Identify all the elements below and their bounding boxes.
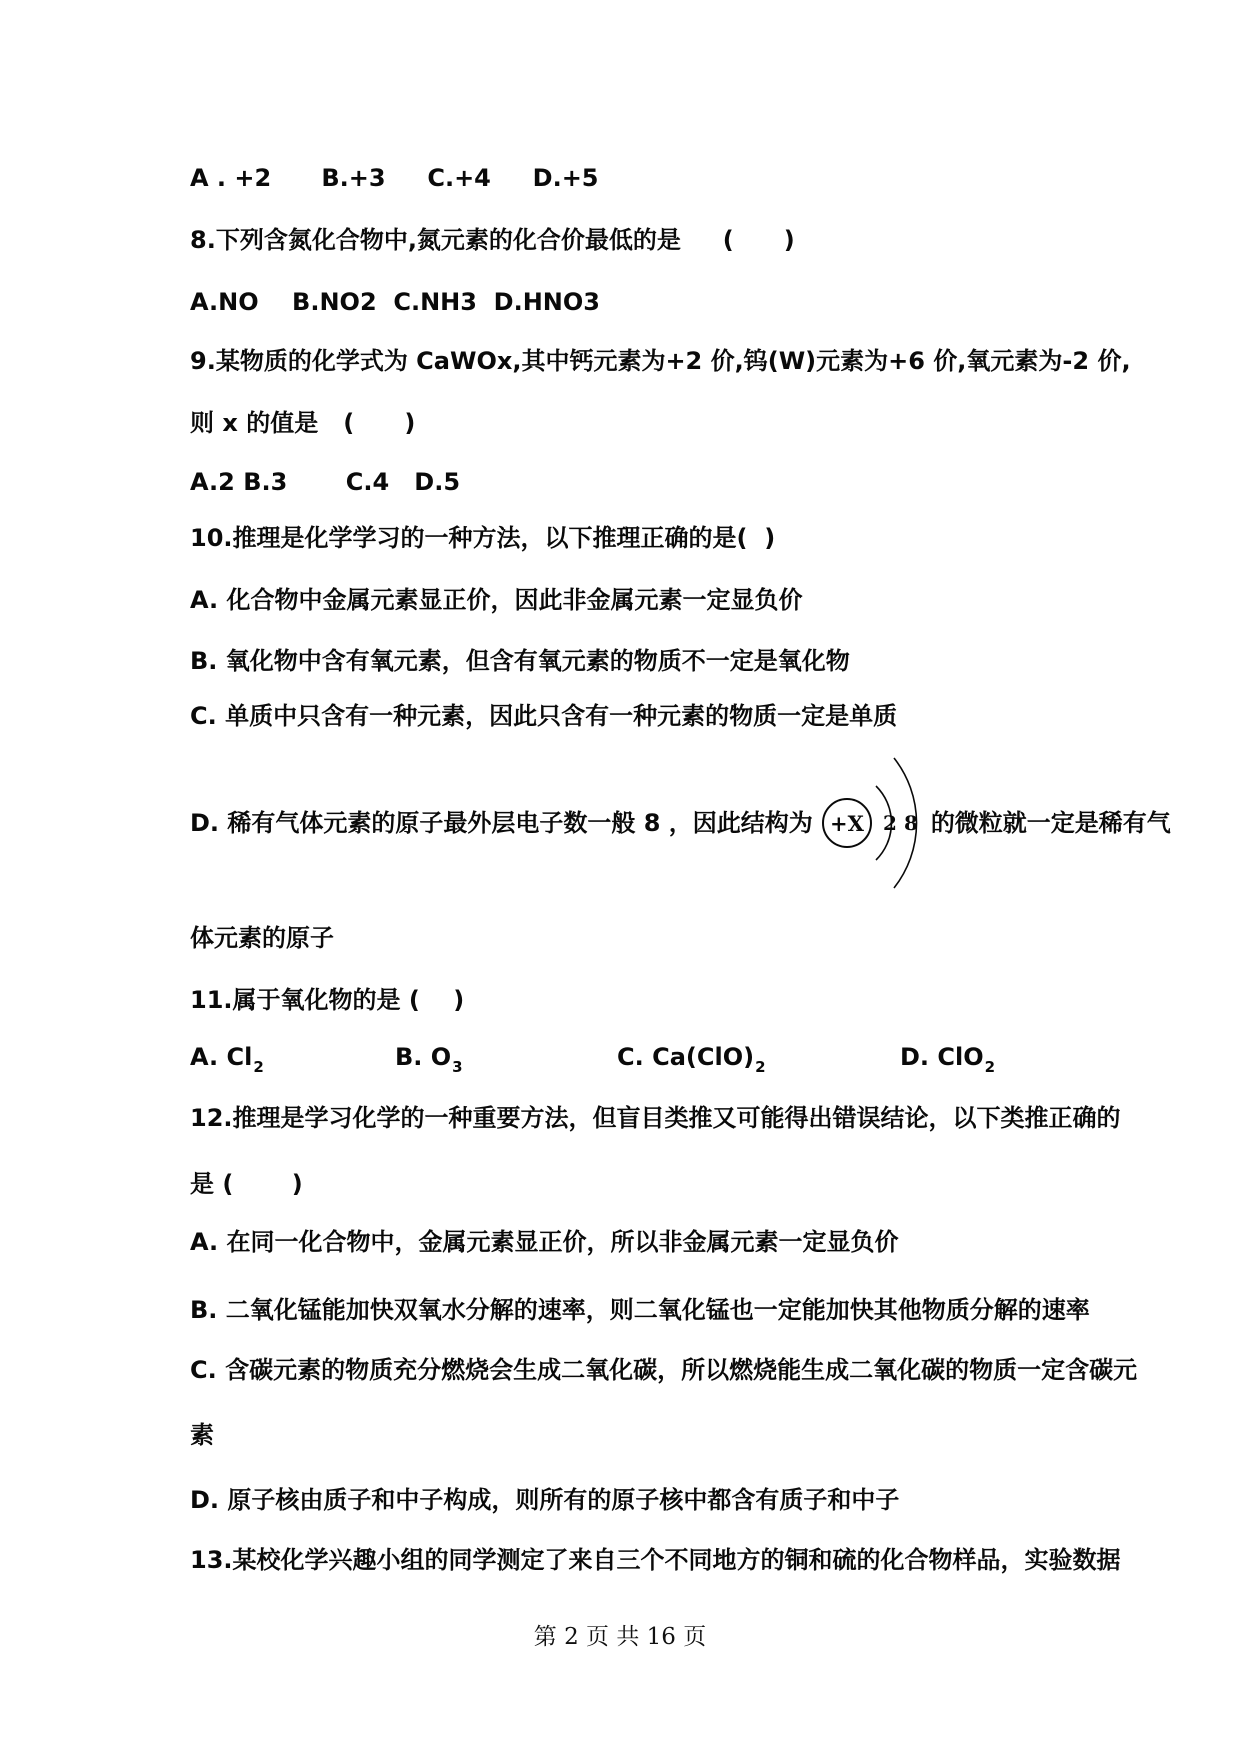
q11-option-c-label: C. bbox=[617, 1043, 653, 1071]
q12-option-c-line1: C. 含碳元素的物质充分燃烧会生成二氧化碳，所以燃烧能生成二氧化碳的物质一定含碳元 bbox=[190, 1356, 1138, 1384]
q12-stem-line1: 12.推理是学习化学的一种重要方法，但盲目类推又可能得出错误结论，以下类推正确的 bbox=[190, 1104, 1121, 1132]
q11-option-a-label: A. bbox=[190, 1043, 227, 1071]
q10-option-d-text-prefix: D. 稀有气体元素的原子最外层电子数一般 8 ，因此结构为 bbox=[190, 809, 813, 837]
q11-option-a-formula-base: Cl bbox=[226, 1043, 253, 1071]
q9-options-line: A.2 B.3 C.4 D.5 bbox=[190, 468, 461, 496]
q11-option-b-formula-subscript: 3 bbox=[452, 1058, 463, 1076]
q11-option-c-formula-subscript: 2 bbox=[755, 1058, 766, 1076]
q11-option-d-label: D. bbox=[900, 1043, 938, 1071]
q11-option-d-formula-subscript: 2 bbox=[984, 1058, 996, 1076]
q11-option-c-formula-base: Ca(ClO) bbox=[652, 1043, 755, 1071]
electron-shell-2-count: 8 bbox=[903, 811, 918, 835]
q10-option-a: A. 化合物中金属元素显正价，因此非金属元素一定显负价 bbox=[190, 586, 803, 614]
q9-stem-line2: 则 x 的值是 ( ) bbox=[190, 409, 416, 437]
q12-option-b: B. 二氧化锰能加快双氧水分解的速率，则二氧化锰也一定能加快其他物质分解的速率 bbox=[190, 1296, 1090, 1324]
q9-stem-line1: 9.某物质的化学式为 CaWOx,其中钙元素为+2 价,钨(W)元素为+6 价,氧元素为-2 价, bbox=[190, 347, 1131, 375]
q8-options-line: A.NO B.NO2 C.NH3 D.HNO3 bbox=[190, 288, 600, 316]
q11-option-c bbox=[617, 1042, 766, 1076]
atom-structure-diagram bbox=[817, 750, 929, 896]
q12-option-c-line2: 素 bbox=[190, 1421, 214, 1449]
q7-options-line: A . +2 B.+3 C.+4 D.+5 bbox=[190, 164, 599, 192]
q11-option-a bbox=[190, 1042, 264, 1076]
q10-option-d-text-suffix: 的微粒就一定是稀有气 bbox=[930, 809, 1171, 837]
q11-option-b bbox=[395, 1042, 463, 1076]
q8-stem: 8.下列含氮化合物中,氮元素的化合价最低的是 ( ) bbox=[190, 226, 795, 254]
q12-option-a: A. 在同一化合物中，金属元素显正价，所以非金属元素一定显负价 bbox=[190, 1228, 899, 1256]
q11-option-b-label: B. bbox=[395, 1043, 431, 1071]
q12-stem-line2: 是 ( ) bbox=[190, 1170, 303, 1198]
q11-stem: 11.属于氧化物的是 ( ) bbox=[190, 986, 465, 1014]
electron-shell-1-count: 2 bbox=[882, 811, 897, 835]
atom-nucleus-label: +X bbox=[829, 811, 864, 836]
q11-option-b-formula-base: O bbox=[430, 1043, 452, 1071]
q13-stem-line1: 13.某校化学兴趣小组的同学测定了来自三个不同地方的铜和硫的化合物样品，实验数据 bbox=[190, 1546, 1121, 1574]
q11-option-a-formula-subscript: 2 bbox=[253, 1058, 264, 1076]
q11-option-d-formula-base: ClO bbox=[937, 1043, 984, 1071]
q10-option-c: C. 单质中只含有一种元素，因此只含有一种元素的物质一定是单质 bbox=[190, 702, 898, 730]
q10-stem: 10.推理是化学学习的一种方法，以下推理正确的是( ) bbox=[190, 524, 776, 552]
q11-option-d bbox=[900, 1042, 996, 1076]
q12-option-d: D. 原子核由质子和中子构成，则所有的原子核中都含有质子和中子 bbox=[190, 1486, 900, 1514]
q10-option-d-wrap-line: 体元素的原子 bbox=[190, 924, 334, 952]
q10-option-d bbox=[190, 750, 1171, 896]
page-number-footer: 第 2 页 共 16 页 bbox=[533, 1624, 707, 1650]
q10-option-b: B. 氧化物中含有氧元素，但含有氧元素的物质不一定是氧化物 bbox=[190, 647, 850, 675]
